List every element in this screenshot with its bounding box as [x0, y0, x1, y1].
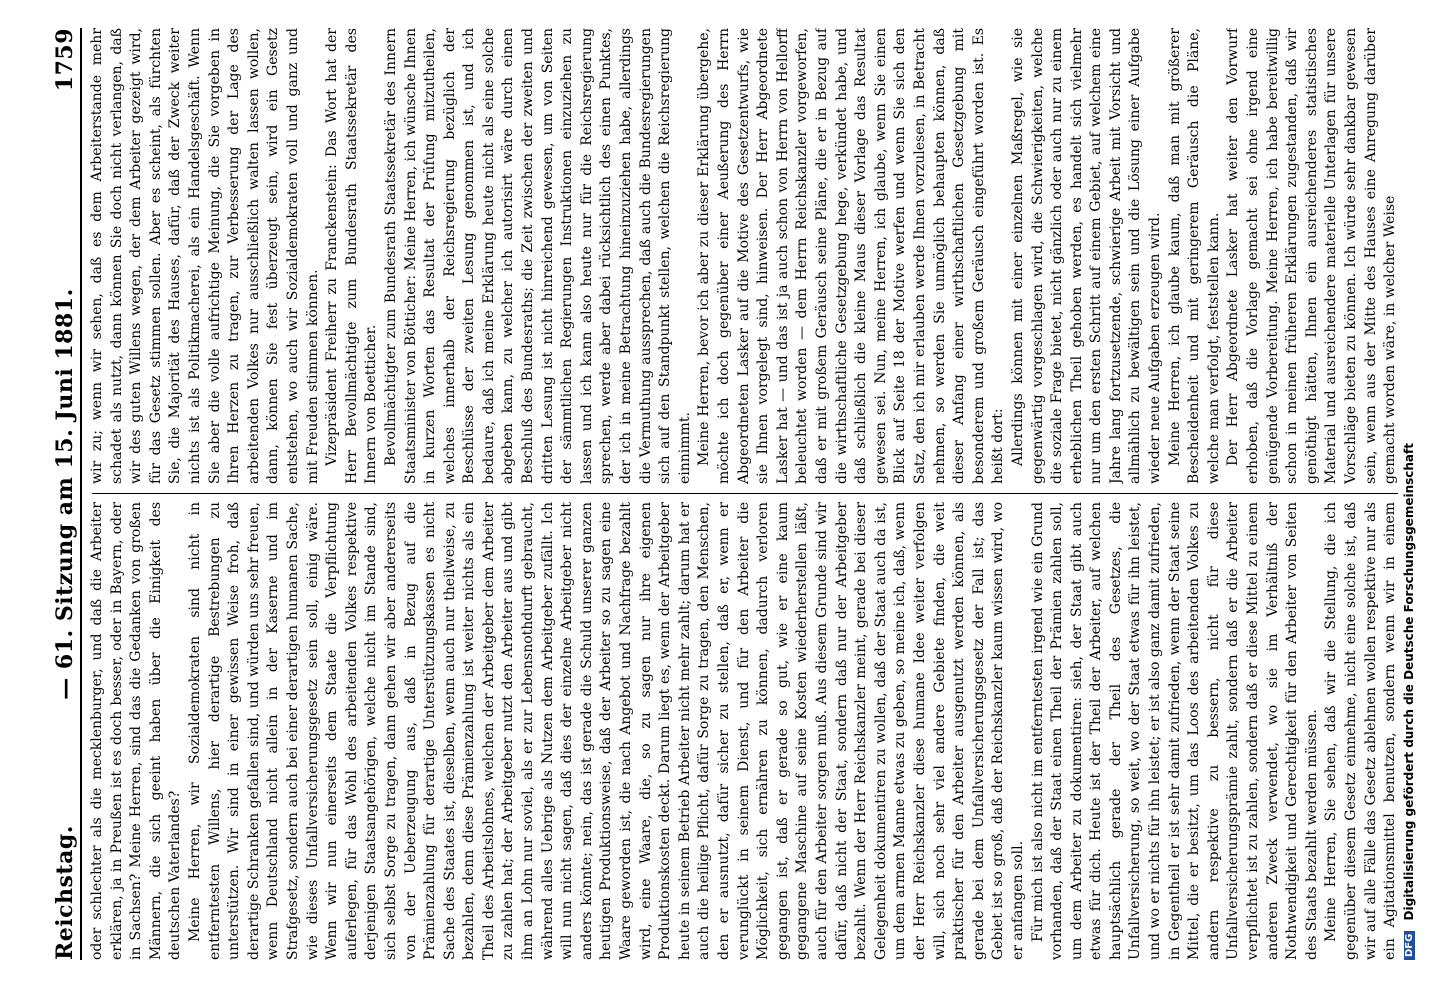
header-center: — 61. Sitzung am 15. Juni 1881.: [52, 288, 78, 700]
page-number: 1759: [52, 28, 78, 92]
dfg-logo: DFG: [1404, 931, 1415, 960]
paragraph: Meine Herren, bevor ich aber zu dieser Erklärung übergehe, möchte ich doch gegenüber einer Aeußerung des Herrn Abgeordneten Lasker auf die Motive des Gesetzentwurfs, wie sie Ihnen vorgelegt sind, hinweisen. Der Herr Abgeordnete Lasker hat — und das ist ja auch schon von Herrn von Hellorff beleuchtet worden — dem Herrn Reichskanzler vorgeworfen, daß er mit großem Geräusch seine Pläne, die er in Bezug auf die wirthschaftliche Gesetzgebung hege, verkündet habe, und daß schließlich die kleine Maus dieser Vorlage das Resultat gewesen sei. Nun, meine Herren, ich glaube, wenn Sie einen Blick auf Seite 18 der Motive werfen und wenn Sie sich den Satz, den ich mir erlauben werde Ihnen vorzulesen, in Betracht nehmen, so werden Sie unmöglich behaupten können, daß dieser Anfang einer wirthschaftlichen Gesetzgebung mit besonderem und großem Geräusch eingeführt worden ist. Es heißt dort:: [696, 28, 1007, 484]
paragraph: Meine Herren, ich glaube kaum, daß man mit größerer Bescheidenheit und mit geringerem Geräusch die Pläne, welche man verfolgt, feststellen kann.: [1166, 28, 1222, 484]
header-rule: [80, 28, 82, 960]
header-left: Reichstag.: [52, 825, 78, 960]
paragraph: wir zu; wenn wir sehen, daß es dem Arbeiterstande mehr schadet als nutzt, dann können Sie doch nicht verlangen, daß wir des guten Willens wegen, der dem Arbeiter gezeigt wird, für das Gesetz stimmen sollen. Aber es scheint, als fürchten Sie, die Majorität des Hauses, dafür, daß der Zweck weiter nichts ist als Politikmacherei, als ein Handelsgeschäft. Wenn Sie aber die volle aufrichtige Meinung, die Sie vorgeben in Ihren Herzen zu tragen, zur Verbesserung der Lage des arbeitenden Volkes nur ausschließlich walten lassen wollen, dann, können Sie fest überzeugt sein, wird ein Gesetz entstehen, wo auch wir Sozialdemokraten voll und ganz und mit Freuden stimmen können.: [89, 28, 321, 484]
dfg-watermark-text: Digitalisierung gefördert durch die Deutsche Forschungsgemeinschaft: [1402, 443, 1416, 921]
column-divider: [92, 493, 1398, 494]
paragraph: Bevollmächtigter zum Bundesrath Staatssekretär des Innern Staatsminister von Bötticher: Meine Herren, ich wünsche Ihnen in kurzen Worten das Resultat der Prüfung mitzutheilen, welches innerhalb der Reichsregierung bezüglich der Beschlüsse der zweiten Lesung genommen ist, und ich bedaure, daß ich meine Erklärung heute nicht als eine solche abgeben kann, zu welcher ich autorisirt wäre durch einen Beschluß des Bundesraths; die Zeit zwischen der zweiten und dritten Lesung ist nicht hinreichend gewesen, um von Seiten der sämmtlichen Regierungen Instruktionen einzuziehen zu lassen und ich kann also heute nur für die Reichsregierung sprechen, werde aber dabei rücksichtlich des einen Punktes, der ich in meine Betrachtung hineinzuziehen habe, allerdings die Vermuthung aussprechen, daß auch die Bundesregierungen sich auf den Standpunkt stellen, welchen die Reichsregierung einnimmt.: [382, 28, 693, 484]
dfg-watermark: [1402, 20, 1422, 960]
paragraph: oder schlechter als die mecklenburger, und daß die Arbeiter erklären, ja in Preußen ist es doch besser, oder in Bayern, oder in Sachsen? Meine Herren, sind das die Gedanken von großen Männern, die sich geeint haben über die Einigkeit des deutschen Vaterlandes?: [89, 502, 184, 960]
left-column: [88, 502, 1398, 960]
right-column: [88, 28, 1398, 484]
paragraph: Meine Herren, Sie sehen, daß wir die Stellung, die ich gegenüber diesem Gesetz einnehme, nicht eine solche ist, daß wir auf alle Fälle das Gesetz ablehnen wollen respektive nur als ein Agitationsmittel benutzen, sondern wenn wir in einem: [1323, 502, 1398, 960]
paragraph: Meine Herren, wir Sozialdemokraten sind nicht in entferntesten Willens, hier derartige Bestrebungen zu unterstützen. Wir sind in einer gewissen Weise froh, daß derartige Schranken gefallen sind, und würden uns sehr freuen, wenn Deutschland nicht allein in der Kaserne und im Strafgesetz, sondern auch bei einer derartigen humanen Sache, wie dieses Unfallversicherungsgesetz sein soll, einig wäre. Wenn wir nun einerseits dem Staate die Verpflichtung auferlegen, für das Wohl des arbeitenden Volkes respektive derjenigen Staatsangehörigen, welche nicht im Stande sind, sich selbst Sorge zu tragen, dann gehen wir aber andererseits von der Ueberzeugung aus, daß in Bezug auf die Prämienzahlung für derartige Unterstützungskassen es nicht Sache des Staates ist, dieselben, wenn auch nur theilweise, zu bezahlen, denn diese Prämienzahlung ist weiter nichts als ein Theil des Arbeitslohnes, welchen der Arbeitgeber dem Arbeiter zu zahlen hat; der Arbeitgeber nutzt den Arbeiter aus und gibt ihm an Lohn nur soviel, als er zur Lebensnothdurft gebraucht, während alles Uebrige als Nutzen dem Arbeitgeber zufällt. Ich will nun nicht sagen, daß dies der einzelne Arbeitgeber nicht anders könnte; nein, das ist gerade die Schuld unserer ganzen heutigen Produktionsweise, daß der Arbeiter so zu sagen eine Waare geworden ist, die nach Angebot und Nachfrage bezahlt wird, eine Waare, die, so zu sagen nur ihre eigenen Produktionskosten deckt. Darum liegt es, wenn der Arbeitgeber heute in seinem Betrieb Arbeiter nicht mehr zahlt; darum hat er auch die heilige Pflicht, dafür Sorge zu tragen, den Menschen, den er ausnutzt, dafür sicher zu stellen, daß er, wenn er verunglückt in seinem Dienst, und für den Arbeiter die Möglichkeit, sich ernähren zu können, dadurch verloren gegangen ist, daß er gerade so gut, wie er eine kaum gegangene Maschine auf seine Kosten wiederherstellen läßt, auch für den Arbeiter sorgen muß. Aus diesem Grunde sind wir dafür, daß nicht der Staat, sondern daß nur der Arbeitgeber bezahlt. Wenn der Herr Reichskanzler meint, gerade bei dieser Gelegenheit dokumentiren zu wollen, daß der Staat auch da ist, um dem armen Manne etwas zu geben, so meine ich, daß, wenn der Herr Reichskanzler diese humane Idee weiter verfolgen will, sich noch sehr viel andere Gebiete finden, die weit praktischer für den Arbeiter ausgenutzt werden können, als gerade bei dem Unfallversicherungsgesetz der Fall ist; das Gebiet ist so groß, daß der Reichskanzler kaum wissen wird, wo er anfangen soll.: [186, 502, 1026, 960]
paragraph: Für mich ist also nicht im entferntesten irgend wie ein Grund vorhanden, daß der Staat einen Theil der Prämien zahlen soll, um dem Arbeiter zu dokumentiren: sieh, der Staat gibt auch etwas für dich. Heute ist der Theil der Arbeiter, auf welchen hauptsächlich gerade der Theil des Gesetzes, die Unfallversicherung, so weit, wo der Staat etwas für ihn leistet, und wo er nichts für ihn leistet; er ist also ganz damit zufrieden, in Gegentheil er ist sehr damit zufrieden, wenn der Staat seine Mittel, die er besitzt, um das Loos des arbeitenden Volkes zu andern respektive zu bessern, nicht für diese Unfallversicherungsprämie zahlt, sondern daß er die Arbeiter verpflichtet ist zu zahlen, sondern daß er diese Mittel zu einem anderen Zweck verwendet, wo sie im Verhältniß der Nothwendigkeit und Gerechtigkeit für den Arbeiter von Seiten des Staats bezahlt werden müssen.: [1029, 502, 1320, 960]
paragraph: Der Herr Abgeordnete Lasker hat weiter den Vorwurf erhoben, daß die Vorlage gemacht sei ohne irgend eine genügende Vorbereitung. Meine Herren, ich habe bereitwillig schon in meinen früheren Erklärungen zugestanden, daß wir genöthigt hätten, Ihnen ein ausreichenderes statistisches Material und ausreichendere materielle Unterlagen für unsere Vorschläge bieten zu können. Ich würde sehr dankbar gewesen sein, wenn aus der Mitte des Hauses eine Anregung darüber gemacht worden wäre, in welcher Weise: [1225, 28, 1398, 484]
paragraph-speaker-intro: Vizepräsident Freiherr zu Franckenstein: Das Wort hat der Herr Bevollmächtigte zum Bundesrath Staatssekretär des Innern von Boetticher.: [324, 28, 380, 484]
page-header: [38, 28, 78, 960]
quoted-paragraph: Allerdings können mit einer einzelnen Maßregel, wie sie gegenwärtig vorgeschlagen wird, die Schwierigkeiten, welche die soziale Frage bietet, nicht gänzlich oder auch nur zu einem erheblichen Theil gehoben werden, es handelt sich vielmehr nur um den ersten Schritt auf einem Gebiet, auf welchem eine Jahre lang fortzusetzende, schwierige Arbeit mit Vorsicht und allmählich zu bewältigen sein und die Lösung einer Aufgabe wieder neue Aufgaben erzeugen wird.: [1009, 28, 1164, 484]
